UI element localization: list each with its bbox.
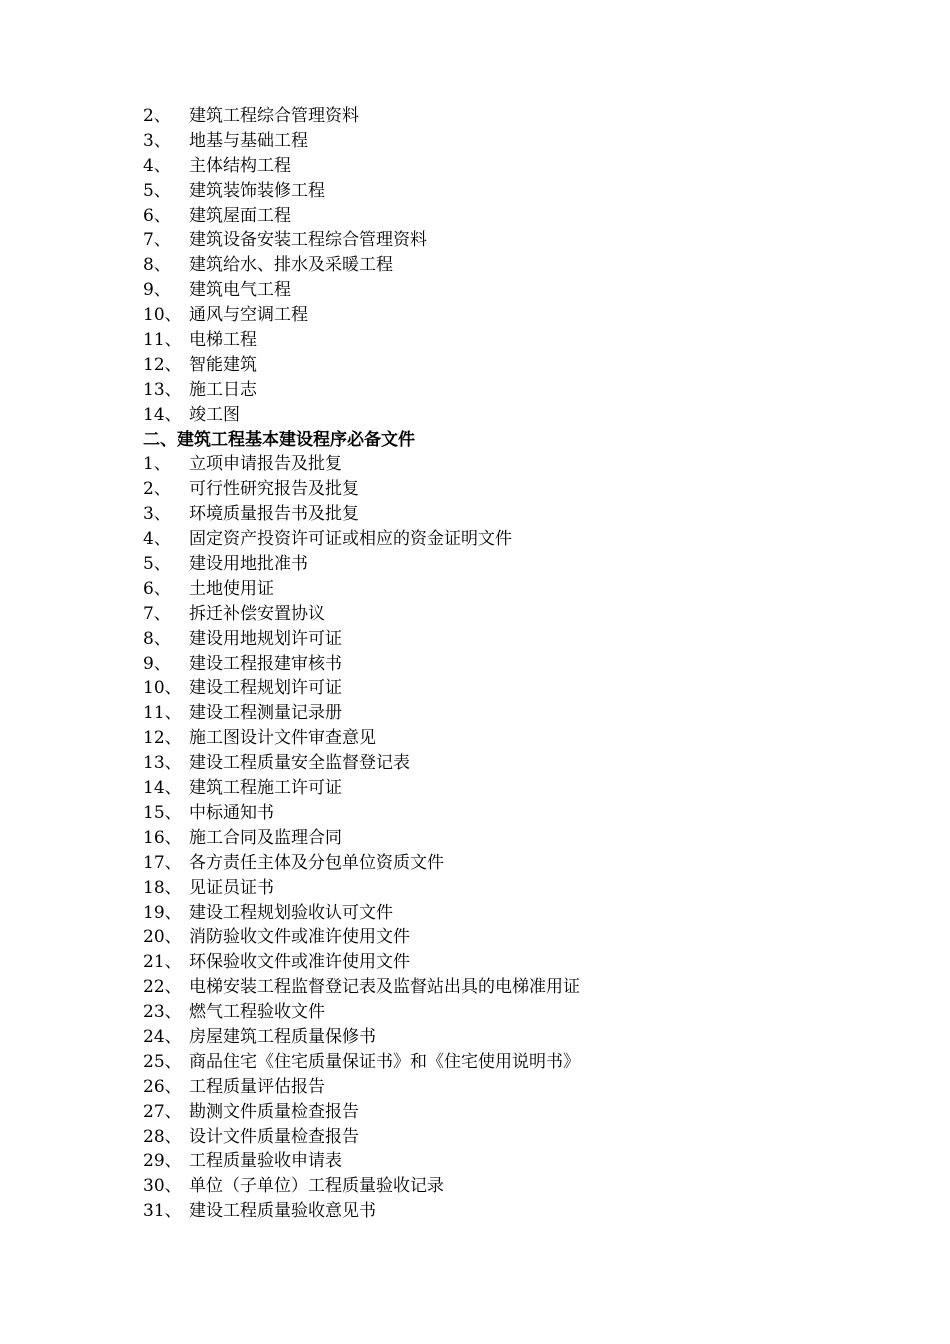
- list-item: [143, 1100, 863, 1125]
- list-item: [143, 1125, 863, 1150]
- list-item-number: 14、: [143, 778, 182, 799]
- list-item: [143, 801, 863, 826]
- list-item-number: 27、: [143, 1101, 182, 1122]
- list-item: [143, 477, 863, 502]
- list-item-text: 房屋建筑工程质量保修书: [189, 1026, 376, 1047]
- list-item-text: 拆迁补偿安置协议: [189, 603, 325, 624]
- list-item: [143, 179, 863, 204]
- list-item: [143, 826, 863, 851]
- list-item-text: 地基与基础工程: [189, 130, 308, 151]
- list-item-number: 2、: [143, 479, 171, 500]
- list-item-text: 建筑工程施工许可证: [189, 778, 342, 799]
- list-item-number: 5、: [143, 554, 171, 575]
- list-item-number: 4、: [143, 529, 171, 550]
- list-item-number: 22、: [143, 977, 182, 998]
- list-item-text: 电梯工程: [189, 330, 257, 351]
- list-item: [143, 104, 863, 129]
- list-item-text: 电梯安装工程监督登记表及监督站出具的电梯准用证: [189, 977, 580, 998]
- list-item-text: 设计文件质量检查报告: [189, 1126, 359, 1147]
- list-item: [143, 652, 863, 677]
- list-item-number: 10、: [143, 305, 182, 326]
- list-item: [143, 925, 863, 950]
- list-item-text: 建筑电气工程: [189, 280, 291, 301]
- list-item-text: 各方责任主体及分包单位资质文件: [189, 852, 444, 873]
- list-item-number: 24、: [143, 1026, 182, 1047]
- list-item-text: 建设工程规划验收认可文件: [189, 902, 393, 923]
- list-item-text: 建筑给水、排水及采暖工程: [189, 255, 393, 276]
- list-item-text: 建设工程质量安全监督登记表: [189, 753, 410, 774]
- list-item-text: 建筑装饰装修工程: [189, 180, 325, 201]
- list-item-number: 8、: [143, 628, 171, 649]
- list-item: [143, 1199, 863, 1224]
- list-item-text: 建设工程测量记录册: [189, 703, 342, 724]
- list-item: [143, 975, 863, 1000]
- list-item-number: 7、: [143, 230, 171, 251]
- list-item-text: 勘测文件质量检查报告: [189, 1101, 359, 1122]
- list-item-number: 14、: [143, 404, 182, 425]
- list-item-number: 7、: [143, 603, 171, 624]
- list-item-text: 商品住宅《住宅质量保证书》和《住宅使用说明书》: [189, 1051, 580, 1072]
- list-item-number: 16、: [143, 827, 182, 848]
- list-item-number: 29、: [143, 1151, 182, 1172]
- list-item-number: 4、: [143, 155, 171, 176]
- list-item: [143, 950, 863, 975]
- list-item-number: 15、: [143, 802, 182, 823]
- list-item: [143, 701, 863, 726]
- list-item-text: 工程质量验收申请表: [189, 1151, 342, 1172]
- list-item-number: 6、: [143, 205, 171, 226]
- list-item-text: 建设用地批准书: [189, 554, 308, 575]
- list-item: [143, 502, 863, 527]
- list-item: [143, 1075, 863, 1100]
- list-item: [143, 129, 863, 154]
- list-item: [143, 901, 863, 926]
- list-item-text: 中标通知书: [189, 802, 274, 823]
- list-item-number: 20、: [143, 927, 182, 948]
- list-item-number: 17、: [143, 852, 182, 873]
- list-item-number: 12、: [143, 728, 182, 749]
- list-item-number: 11、: [143, 703, 182, 724]
- list-item-number: 30、: [143, 1176, 182, 1197]
- list-item-number: 6、: [143, 578, 171, 599]
- list-part-2: [143, 452, 863, 1224]
- list-item: [143, 676, 863, 701]
- list-item: [143, 303, 863, 328]
- document-content: [143, 104, 863, 1224]
- list-item-number: 1、: [143, 454, 171, 475]
- list-item-number: 21、: [143, 952, 182, 973]
- list-item-text: 主体结构工程: [189, 155, 291, 176]
- list-item: [143, 726, 863, 751]
- list-item-number: 2、: [143, 106, 171, 126]
- list-item: [143, 1000, 863, 1025]
- list-item-number: 19、: [143, 902, 182, 923]
- list-item-text: 竣工图: [189, 404, 240, 425]
- list-item-text: 施工日志: [189, 379, 257, 400]
- list-item: [143, 602, 863, 627]
- list-item-text: 环保验收文件或准许使用文件: [189, 952, 410, 973]
- list-item-number: 9、: [143, 653, 171, 674]
- list-item-text: 土地使用证: [189, 578, 274, 599]
- list-item-number: 3、: [143, 504, 171, 525]
- list-item-text: 环境质量报告书及批复: [189, 504, 359, 525]
- list-item-number: 11、: [143, 330, 182, 351]
- list-item: [143, 627, 863, 652]
- section-heading-text: 二、建筑工程基本建设程序必备文件: [143, 429, 415, 450]
- list-item-text: 建筑设备安装工程综合管理资料: [189, 230, 427, 251]
- list-item: [143, 278, 863, 303]
- list-item: [143, 253, 863, 278]
- list-item-number: 31、: [143, 1201, 182, 1222]
- list-item-text: 施工图设计文件审查意见: [189, 728, 376, 749]
- list-item-text: 燃气工程验收文件: [189, 1002, 325, 1023]
- list-item: [143, 228, 863, 253]
- list-item: [143, 776, 863, 801]
- list-item-number: 13、: [143, 379, 182, 400]
- list-item: [143, 1149, 863, 1174]
- list-item: [143, 1025, 863, 1050]
- list-item: [143, 851, 863, 876]
- list-item-text: 建设用地规划许可证: [189, 628, 342, 649]
- list-item: [143, 1174, 863, 1199]
- list-item-text: 施工合同及监理合同: [189, 827, 342, 848]
- list-item: [143, 154, 863, 179]
- list-item-text: 见证员证书: [189, 877, 274, 898]
- list-item-number: 28、: [143, 1126, 182, 1147]
- list-item: [143, 452, 863, 477]
- list-item-number: 26、: [143, 1076, 182, 1097]
- list-item: [143, 577, 863, 602]
- list-item-number: 18、: [143, 877, 182, 898]
- list-item: [143, 204, 863, 229]
- list-item: [143, 403, 863, 428]
- list-item-number: 5、: [143, 180, 171, 201]
- list-item-number: 13、: [143, 753, 182, 774]
- list-item-number: 3、: [143, 130, 171, 151]
- list-item-number: 12、: [143, 354, 182, 375]
- list-item-text: 消防验收文件或准许使用文件: [189, 927, 410, 948]
- list-item-text: 通风与空调工程: [189, 305, 308, 326]
- list-item: [143, 328, 863, 353]
- list-item-text: 智能建筑: [189, 354, 257, 375]
- list-item-text: 建筑工程综合管理资料: [189, 106, 359, 126]
- list-item-text: 单位（子单位）工程质量验收记录: [189, 1176, 444, 1197]
- list-item: [143, 353, 863, 378]
- list-part-1: [143, 104, 863, 428]
- list-item-number: 8、: [143, 255, 171, 276]
- section-heading: [143, 428, 863, 453]
- list-item: [143, 751, 863, 776]
- list-item-number: 23、: [143, 1002, 182, 1023]
- list-item: [143, 876, 863, 901]
- list-item-number: 10、: [143, 678, 182, 699]
- list-item-number: 9、: [143, 280, 171, 301]
- list-item-text: 可行性研究报告及批复: [189, 479, 359, 500]
- list-item-text: 固定资产投资许可证或相应的资金证明文件: [189, 529, 512, 550]
- list-item: [143, 527, 863, 552]
- list-item-text: 工程质量评估报告: [189, 1076, 325, 1097]
- list-item-text: 立项申请报告及批复: [189, 454, 342, 475]
- list-item-text: 建设工程报建审核书: [189, 653, 342, 674]
- list-item: [143, 378, 863, 403]
- list-item-text: 建筑屋面工程: [189, 205, 291, 226]
- list-item: [143, 1050, 863, 1075]
- list-item-number: 25、: [143, 1051, 182, 1072]
- list-item-text: 建设工程质量验收意见书: [189, 1201, 376, 1222]
- list-item: [143, 552, 863, 577]
- list-item-text: 建设工程规划许可证: [189, 678, 342, 699]
